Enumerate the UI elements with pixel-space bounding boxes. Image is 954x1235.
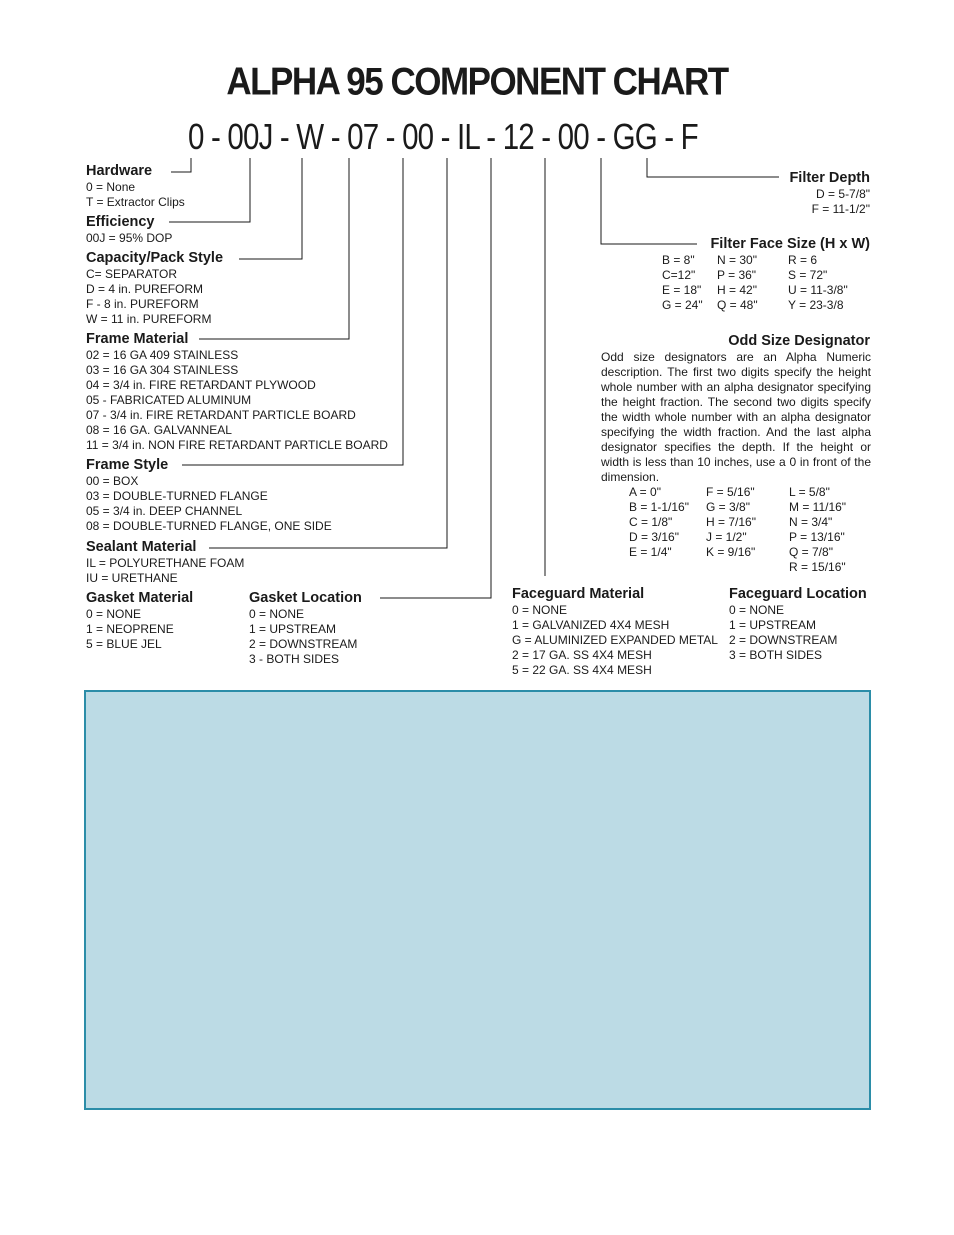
odd-size-item: R = 15/16" [789,560,846,574]
faceguard-material-heading: Faceguard Material [512,586,645,602]
odd-size-col2 [706,485,756,560]
odd-size-item: A = 0" [629,485,661,499]
odd-size-item: L = 5/8" [789,485,830,499]
gasket-material-item: 5 = BLUE JEL [86,637,162,651]
filter-face-item: S = 72" [788,268,828,282]
faceguard-location-item: 0 = NONE [729,603,785,617]
frame-material-item: 08 = 16 GA. GALVANNEAL [86,423,232,437]
frame-style-heading: Frame Style [86,457,169,473]
filter-face-heading-wrap [710,236,870,253]
capacity-item: C= SEPARATOR [86,267,178,281]
frame-material-item: 04 = 3/4 in. FIRE RETARDANT PLYWOOD [86,378,316,392]
gasket-location-section [249,590,362,667]
odd-size-item: E = 1/4" [629,545,672,559]
faceguard-location-section [729,586,867,663]
filter-face-item: C=12" [662,268,696,282]
efficiency-heading: Efficiency [86,214,155,230]
odd-size-item: M = 11/16" [789,500,847,514]
odd-size-col3 [789,485,846,575]
frame-style-item: 03 = DOUBLE-TURNED FLANGE [86,489,268,503]
filter-depth-item: D = 5-7/8" [816,187,870,201]
odd-size-item: H = 7/16" [706,515,756,529]
filter-face-item: P = 36" [717,268,757,282]
efficiency-item: 00J = 95% DOP [86,231,173,245]
filter-face-col1 [662,253,703,313]
capacity-section [86,250,223,327]
filter-face-item: G = 24" [662,298,703,312]
odd-size-item: P = 13/16" [789,530,845,544]
line-capacity [239,158,302,259]
sealant-item: IU = URETHANE [86,571,178,585]
faceguard-material-item: G = ALUMINIZED EXPANDED METAL [512,633,718,647]
filter-depth-item: F = 11-1/2" [811,202,870,216]
odd-size-item: N = 3/4" [789,515,833,529]
filter-face-item: R = 6 [788,253,818,267]
odd-size-item: F = 5/16" [706,485,755,499]
gasket-location-heading: Gasket Location [249,590,362,606]
filter-face-col3 [788,253,848,313]
hardware-heading: Hardware [86,163,153,179]
odd-size-col1 [629,485,689,560]
frame-material-section [86,331,388,453]
line-filter-face [601,158,697,244]
odd-size-item: B = 1-1/16" [629,500,689,514]
frame-material-item: 11 = 3/4 in. NON FIRE RETARDANT PARTICLE BOARD [86,438,388,452]
odd-size-heading: Odd Size Designator [728,333,870,349]
filter-face-item: E = 18" [662,283,702,297]
efficiency-section [86,214,172,246]
sealant-item: IL = POLYURETHANE FOAM [86,556,245,570]
gasket-location-item: 1 = UPSTREAM [249,622,337,636]
filter-face-item: H = 42" [717,283,757,297]
gasket-location-item: 3 - BOTH SIDES [249,652,340,666]
gasket-location-item: 2 = DOWNSTREAM [249,637,358,651]
faceguard-material-item: 5 = 22 GA. SS 4X4 MESH [512,663,652,677]
model-code: 0 - 00J - W - 07 - 00 - IL - 12 - 00 - GG - F [188,116,698,157]
odd-size-item: C = 1/8" [629,515,673,529]
faceguard-material-section [512,586,718,678]
frame-style-section [86,457,332,534]
faceguard-material-item: 2 = 17 GA. SS 4X4 MESH [512,648,652,662]
line-gasket-location [380,158,491,598]
faceguard-location-heading: Faceguard Location [729,586,867,602]
frame-material-item: 05 - FABRICATED ALUMINUM [86,393,252,407]
odd-size-description: Odd size designators are an Alpha Numeric description. The first two digits specify the height whole number with an alpha designator specifying the height fraction. The second two digits specify the width whole number with an alpha designator specifying the width fraction. And the last alpha designator specifies the depth. If the height or width is less than 10 inches, use a 0 in front of the dimension. [601,350,871,484]
page-title: ALPHA 95 COMPONENT CHART [226,59,728,104]
faceguard-material-item: 0 = NONE [512,603,568,617]
odd-size-item: J = 1/2" [706,530,747,544]
odd-size-item: D = 3/16" [629,530,679,544]
sealant-heading: Sealant Material [86,539,197,555]
sealant-section [86,539,244,586]
frame-style-item: 08 = DOUBLE-TURNED FLANGE, ONE SIDE [86,519,332,533]
odd-size-item: K = 9/16" [706,545,756,559]
capacity-heading: Capacity/Pack Style [86,250,224,266]
frame-material-item: 03 = 16 GA 304 STAINLESS [86,363,239,377]
faceguard-location-item: 2 = DOWNSTREAM [729,633,838,647]
hardware-item: 0 = None [86,180,136,194]
hardware-item: T = Extractor Clips [86,195,185,209]
filter-face-item: N = 30" [717,253,757,267]
capacity-item: D = 4 in. PUREFORM [86,282,204,296]
capacity-item: W = 11 in. PUREFORM [86,312,212,326]
filter-face-item: Y = 23-3/8 [788,298,844,312]
filter-face-col2 [717,253,758,313]
hardware-section [86,163,185,210]
faceguard-location-item: 1 = UPSTREAM [729,618,817,632]
filter-depth-section [789,170,870,217]
gasket-material-heading: Gasket Material [86,590,194,606]
frame-material-heading: Frame Material [86,331,189,347]
frame-material-item: 02 = 16 GA 409 STAINLESS [86,348,239,362]
gasket-material-item: 1 = NEOPRENE [86,622,174,636]
odd-size-heading-wrap [728,333,870,350]
line-filter-depth [647,158,779,177]
info-box [84,690,871,1110]
faceguard-location-item: 3 = BOTH SIDES [729,648,823,662]
filter-depth-heading: Filter Depth [789,170,870,186]
filter-face-item: Q = 48" [717,298,758,312]
frame-material-item: 07 - 3/4 in. FIRE RETARDANT PARTICLE BOARD [86,408,356,422]
odd-size-item: G = 3/8" [706,500,750,514]
filter-face-item: B = 8" [662,253,695,267]
filter-face-item: U = 11-3/8" [788,283,848,297]
odd-size-item: Q = 7/8" [789,545,833,559]
gasket-location-item: 0 = NONE [249,607,305,621]
gasket-material-section [86,590,193,652]
faceguard-material-item: 1 = GALVANIZED 4X4 MESH [512,618,670,632]
gasket-material-item: 0 = NONE [86,607,142,621]
filter-face-heading: Filter Face Size (H x W) [710,236,870,252]
frame-style-item: 05 = 3/4 in. DEEP CHANNEL [86,504,243,518]
frame-style-item: 00 = BOX [86,474,139,488]
capacity-item: F - 8 in. PUREFORM [86,297,199,311]
